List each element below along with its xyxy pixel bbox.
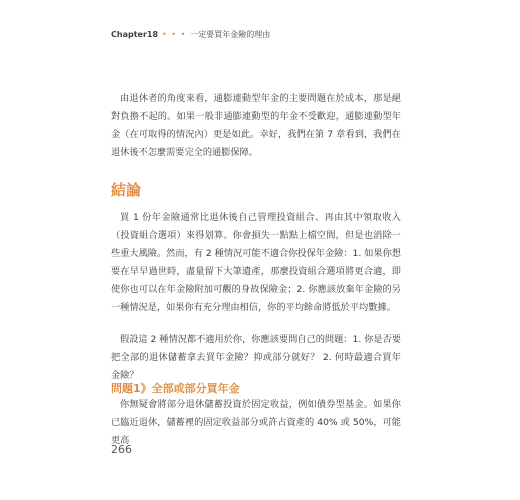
paragraph-conclusion: 買 1 份年金險通常比退休後自己管理投資組合、再由其中領取收入（投資組合選項）來得划算。你會損失一點點上檔空間，但是也消除一些重大風險。然而，有 2 種情況可能不適合你投保年金險：1. 如果你想要在早早過世時，盡量留下大筆遺產，那麼投資組合選項將更合適，即使你也可以在年金險附加可觀的身故保險金；2. 你應該放棄年金險的另一種情況是，如果你有充分理由相信，你的平均餘命將低於平均數據。 (111, 212, 401, 313)
subsection-heading-question-1: 問題1》全部或部分買年金 (111, 382, 240, 395)
running-header (111, 29, 270, 40)
section-heading-conclusion: 結論 (111, 181, 142, 199)
paragraph-fixed-income: 你無疑會將部分退休儲蓄投資於固定收益，例如債券型基金。如果你已臨近退休，儲蓄裡的固定收益部分或許占資產的 40% 或 50%，可能更高 (111, 399, 401, 446)
paragraph-inflation-annuity: 由退休者的角度來看，通膨連動型年金的主要問題在於成本，那是絕對負擔不起的。如果一般非通膨連動型的年金不受歡迎，通膨連動型年金（在可取得的情況內）更是如此。幸好，我們在第 7 章看到，我們在退休後不怎麼需要完全的通膨保障。 (111, 93, 401, 158)
chapter-title: 一定要買年金險的理由 (190, 30, 271, 39)
page-number: 266 (111, 443, 132, 456)
chapter-label: Chapter18 (111, 30, 159, 39)
paragraph-questions: 假設這 2 種情況都不適用於你，你應該要問自己的問題：1. 你是否要把全部的退休儲蓄拿去買年金險？抑或部分就好？ 2. 何時最適合買年金險？ (111, 334, 401, 381)
header-dots: • • • (162, 30, 187, 39)
